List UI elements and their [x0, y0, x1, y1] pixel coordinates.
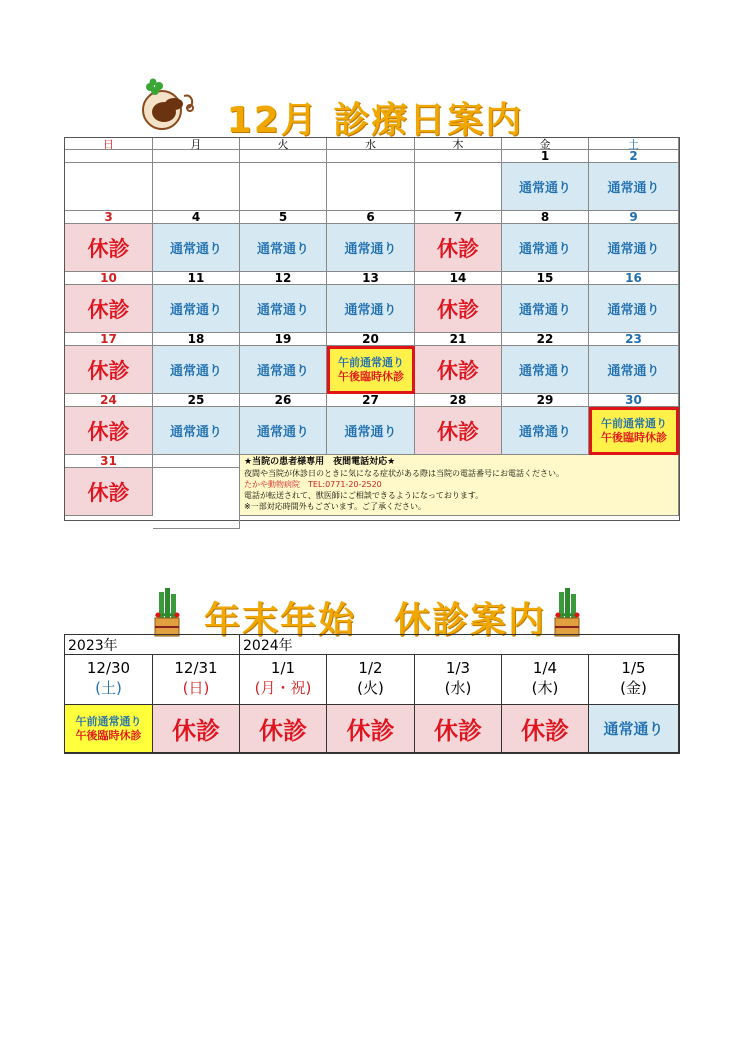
open-day-label: 通常通り: [502, 224, 589, 272]
date-number: 15: [502, 272, 589, 285]
date-number: 24: [65, 394, 153, 407]
open-day-label: 通常通り: [502, 346, 589, 394]
open-day-label: 通常通り: [153, 224, 240, 272]
closed-day-label: 休診: [415, 705, 502, 753]
closed-day-label: 休診: [415, 224, 502, 272]
weekday-header: 木: [415, 138, 502, 150]
open-day-label: 通常通り: [327, 224, 415, 272]
closed-day-label: 休診: [415, 346, 502, 394]
weekday-text: (月・祝): [254, 679, 312, 697]
weekday-header: 金: [502, 138, 589, 150]
open-day-label: 通常通り: [327, 407, 415, 455]
date-number: 28: [415, 394, 502, 407]
date-number: [327, 150, 415, 163]
open-day-label: 通常通り: [589, 346, 679, 394]
open-day-label: 通常通り: [240, 346, 327, 394]
date-number: 9: [589, 211, 679, 224]
note-line: ※一部対応時間外もございます。ご了承ください。: [244, 502, 427, 511]
open-day-label: 通常通り: [502, 285, 589, 333]
note-line: ★当院の患者様専用 夜間電話対応★: [244, 457, 396, 467]
date-number: 11: [153, 272, 240, 285]
year-label: 2024年: [240, 635, 679, 655]
date-number: 16: [589, 272, 679, 285]
date-number: 19: [240, 333, 327, 346]
date-number: [153, 150, 240, 163]
date-number: 21: [415, 333, 502, 346]
weekday-text: (火): [357, 679, 384, 697]
open-day-label: 通常通り: [240, 224, 327, 272]
open-day-label: 通常通り: [153, 407, 240, 455]
closed-day-label: 休診: [502, 705, 589, 753]
open-day-label: 通常通り: [240, 285, 327, 333]
half-pm-text: 午後臨時休診: [601, 431, 667, 444]
closed-day-label: 休診: [415, 407, 502, 455]
date-number: [240, 150, 327, 163]
open-day-label: 通常通り: [153, 285, 240, 333]
note-line: 夜間や当院が休診日のときに気になる症状がある際は当院の電話番号にお電話ください。: [244, 469, 564, 478]
closed-day-label: 休診: [65, 224, 153, 272]
open-day-label: 通常通り: [502, 407, 589, 455]
holiday-date: [153, 655, 240, 705]
closed-day-label: 休診: [65, 285, 153, 333]
date-number: 27: [327, 394, 415, 407]
date-number: 14: [415, 272, 502, 285]
weekday-header: 月: [153, 138, 240, 150]
closed-day-label: 休診: [415, 285, 502, 333]
date-number: 31: [65, 455, 153, 468]
half-day-label: [589, 407, 679, 455]
date-text: 12/30: [86, 659, 131, 677]
closed-day-label: 休診: [65, 407, 153, 455]
date-number: 8: [502, 211, 589, 224]
empty-cell: [65, 163, 153, 211]
empty-cell: [415, 163, 502, 211]
date-number: 20: [327, 333, 415, 346]
holiday-title: 年末年始 休診案内: [203, 600, 546, 641]
open-day-label: 通常通り: [589, 285, 679, 333]
date-number: 17: [65, 333, 153, 346]
date-number: 2: [589, 150, 679, 163]
weekday-header: 土: [589, 138, 679, 150]
date-number: 22: [502, 333, 589, 346]
date-text: 1/2: [358, 659, 383, 677]
holiday-date: [327, 655, 415, 705]
date-number: 18: [153, 333, 240, 346]
weekday-text: (木): [531, 679, 559, 697]
open-day-label: 通常通り: [589, 163, 679, 211]
date-number: 29: [502, 394, 589, 407]
date-number: [153, 455, 240, 468]
open-day-label: 通常通り: [240, 407, 327, 455]
date-number: [65, 150, 153, 163]
date-number: 23: [589, 333, 679, 346]
closed-day-label: 休診: [240, 705, 327, 753]
closed-day-label: 休診: [327, 705, 415, 753]
open-day-label: 通常通り: [502, 163, 589, 211]
date-number: 25: [153, 394, 240, 407]
weekday-header: 水: [327, 138, 415, 150]
hospital-phone: たかや動物病院 TEL:0771-20-2520: [244, 480, 382, 489]
date-number: 30: [589, 394, 679, 407]
empty-cell: [327, 163, 415, 211]
date-number: 13: [327, 272, 415, 285]
empty-cell: [153, 468, 240, 529]
closed-day-label: 休診: [153, 705, 240, 753]
holiday-date: [589, 655, 679, 705]
empty-cell: [153, 163, 240, 211]
year-label: 2023年: [65, 635, 240, 655]
calendar-title: 12月 診療日案内: [226, 100, 524, 141]
date-text: 1/1: [270, 659, 296, 677]
date-text: 1/3: [445, 659, 471, 677]
december-calendar: [64, 137, 680, 521]
date-number: 1: [502, 150, 589, 163]
weekday-text: (金): [620, 679, 647, 697]
half-pm-text: 午後臨時休診: [338, 370, 404, 383]
date-number: 7: [415, 211, 502, 224]
holiday-table: [64, 634, 680, 754]
date-number: 10: [65, 272, 153, 285]
weekday-header: 日: [65, 138, 153, 150]
date-number: 6: [327, 211, 415, 224]
date-text: 12/31: [174, 659, 218, 677]
date-number: 4: [153, 211, 240, 224]
closed-day-label: 休診: [65, 468, 153, 516]
half-day-label: [327, 346, 415, 394]
date-number: 5: [240, 211, 327, 224]
holiday-date: [502, 655, 589, 705]
holiday-date: [415, 655, 502, 705]
date-number: 3: [65, 211, 153, 224]
holiday-date: [240, 655, 327, 705]
half-pm-text: 午後臨時休診: [75, 728, 142, 742]
date-number: 26: [240, 394, 327, 407]
open-day-label: 通常通り: [327, 285, 415, 333]
half-day-label: [65, 705, 153, 753]
date-number: [415, 150, 502, 163]
half-am-text: 午前通常通り: [601, 417, 667, 430]
weekday-text: (日): [182, 679, 210, 697]
night-call-note: [240, 455, 679, 516]
half-am-text: 午前通常通り: [75, 714, 142, 728]
date-number: 12: [240, 272, 327, 285]
date-text: 1/4: [532, 659, 558, 677]
closed-day-label: 休診: [65, 346, 153, 394]
weekday-text: (水): [444, 679, 472, 697]
holiday-date: [65, 655, 153, 705]
half-am-text: 午前通常通り: [338, 356, 404, 369]
weekday-text: (土): [95, 679, 122, 697]
open-day-label: 通常通り: [153, 346, 240, 394]
open-day-label: 通常通り: [589, 224, 679, 272]
date-text: 1/5: [621, 659, 646, 677]
note-line: 電話が転送されて、獣医師にご相談できるようになっております。: [244, 491, 484, 500]
weekday-header: 火: [240, 138, 327, 150]
empty-cell: [240, 163, 327, 211]
open-day-label: 通常通り: [589, 705, 679, 753]
